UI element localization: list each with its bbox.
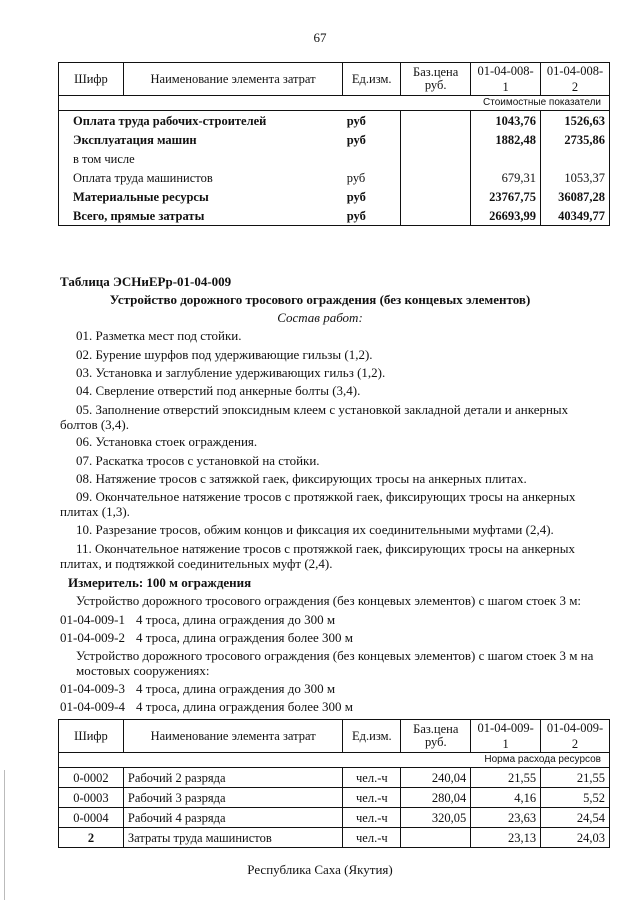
table-row bbox=[59, 111, 610, 131]
work-item: 07. Раскатка тросов с установкой на стойки. bbox=[76, 453, 320, 468]
row-price bbox=[401, 828, 471, 848]
row-unit: чел.-ч bbox=[343, 828, 401, 848]
row-value-1: 1882,48 bbox=[471, 130, 541, 149]
table-title: Таблица ЭСНиЕРр-01-04-009 bbox=[60, 274, 232, 289]
row-value-2: 1053,37 bbox=[541, 168, 610, 187]
row-unit: чел.-ч bbox=[343, 808, 401, 828]
table-subheader-row bbox=[59, 96, 610, 111]
resource-norms-table bbox=[58, 719, 610, 848]
row-value-1: 23,13 bbox=[471, 828, 541, 848]
work-item: 03. Установка и заглубление удерживающих гильз (1,2). bbox=[76, 365, 386, 380]
row-name: Рабочий 4 разряда bbox=[123, 808, 342, 828]
table-header-row bbox=[59, 63, 610, 96]
scan-edge-line bbox=[4, 770, 5, 900]
cost-indicators-table bbox=[58, 62, 610, 226]
row-code: 0-0003 bbox=[59, 788, 124, 808]
work-item-continuation: болтов (3,4). bbox=[60, 417, 129, 432]
row-value-2: 40349,77 bbox=[541, 206, 610, 226]
header-col-2: 01-04-008-2 bbox=[541, 63, 610, 96]
subheader: Норма расхода ресурсов bbox=[59, 753, 610, 768]
header-col-2: 01-04-009-2 bbox=[541, 720, 610, 753]
row-name: Затраты труда машинистов bbox=[123, 828, 342, 848]
row-value-1: 1043,76 bbox=[471, 111, 541, 131]
header-col-1: 01-04-008-1 bbox=[471, 63, 541, 96]
group-description-continuation: мостовых сооружениях: bbox=[76, 663, 210, 678]
header-code: Шифр bbox=[59, 63, 124, 96]
row-price bbox=[401, 168, 471, 187]
row-price bbox=[401, 206, 471, 226]
row-value-2: 1526,63 bbox=[541, 111, 610, 131]
row-value-2: 21,55 bbox=[541, 768, 610, 788]
works-label: Состав работ: bbox=[277, 310, 363, 325]
row-name: Эксплуатация машин bbox=[59, 130, 343, 149]
header-code: Шифр bbox=[59, 720, 124, 753]
row-unit: руб bbox=[343, 168, 401, 187]
item-code: 01-04-009-1 bbox=[60, 612, 125, 627]
table-row bbox=[59, 808, 610, 828]
group-description: Устройство дорожного тросового ограждения (без концевых элементов) с шагом стоек 3 м: bbox=[76, 593, 582, 608]
work-item-continuation: плитах, и подтяжкой соединительных муфт (2,4). bbox=[60, 556, 333, 571]
row-value-1: 4,16 bbox=[471, 788, 541, 808]
row-price: 280,04 bbox=[401, 788, 471, 808]
table-header-row bbox=[59, 720, 610, 753]
row-unit: чел.-ч bbox=[343, 788, 401, 808]
row-value-1: 21,55 bbox=[471, 768, 541, 788]
row-price bbox=[401, 130, 471, 149]
row-value-2: 36087,28 bbox=[541, 187, 610, 206]
item-code: 01-04-009-4 bbox=[60, 699, 125, 714]
row-price bbox=[401, 149, 471, 168]
work-item: 04. Сверление отверстий под анкерные болты (3,4). bbox=[76, 383, 361, 398]
row-value-2 bbox=[541, 149, 610, 168]
row-value-1: 23,63 bbox=[471, 808, 541, 828]
row-value-1: 23767,75 bbox=[471, 187, 541, 206]
row-name: Оплата труда рабочих-строителей bbox=[59, 111, 343, 131]
row-code: 0-0002 bbox=[59, 768, 124, 788]
table-row bbox=[59, 206, 610, 226]
subheader: Стоимостные показатели bbox=[59, 96, 610, 111]
table-row bbox=[59, 168, 610, 187]
header-unit: Ед.изм. bbox=[343, 720, 401, 753]
table-row bbox=[59, 130, 610, 149]
item-description: 4 троса, длина ограждения более 300 м bbox=[136, 630, 353, 645]
row-value-1 bbox=[471, 149, 541, 168]
row-name: Оплата труда машинистов bbox=[59, 168, 343, 187]
item-code: 01-04-009-2 bbox=[60, 630, 125, 645]
row-price: 240,04 bbox=[401, 768, 471, 788]
table-subtitle: Устройство дорожного тросового ограждения (без концевых элементов) bbox=[109, 292, 531, 307]
item-code: 01-04-009-3 bbox=[60, 681, 125, 696]
header-name: Наименование элемента затрат bbox=[123, 720, 342, 753]
page-number: 67 bbox=[313, 30, 327, 45]
table-row bbox=[59, 187, 610, 206]
header-unit: Ед.изм. bbox=[343, 63, 401, 96]
row-unit: руб bbox=[343, 111, 401, 131]
header-col-1: 01-04-009-1 bbox=[471, 720, 541, 753]
row-unit: руб bbox=[343, 130, 401, 149]
row-code: 0-0004 bbox=[59, 808, 124, 828]
row-name: Рабочий 2 разряда bbox=[123, 768, 342, 788]
work-item: 05. Заполнение отверстий эпоксидным клеем с установкой закладной детали и анкерных bbox=[76, 402, 569, 417]
item-description: 4 троса, длина ограждения более 300 м bbox=[136, 699, 353, 714]
header-name: Наименование элемента затрат bbox=[123, 63, 342, 96]
group-description: Устройство дорожного тросового ограждения (без концевых элементов) с шагом стоек 3 м на bbox=[76, 648, 594, 663]
row-price bbox=[401, 111, 471, 131]
work-item-continuation: плитах (1,3). bbox=[60, 504, 130, 519]
row-unit: руб bbox=[343, 187, 401, 206]
item-description: 4 троса, длина ограждения до 300 м bbox=[136, 612, 336, 627]
row-value-1: 679,31 bbox=[471, 168, 541, 187]
row-name: Всего, прямые затраты bbox=[59, 206, 343, 226]
row-unit: чел.-ч bbox=[343, 768, 401, 788]
work-item: 10. Разрезание тросов, обжим концов и фиксация их соединительными муфтами (2,4). bbox=[76, 522, 554, 537]
header-base-price: Баз.цена руб. bbox=[401, 720, 471, 753]
row-name: Материальные ресурсы bbox=[59, 187, 343, 206]
row-price: 320,05 bbox=[401, 808, 471, 828]
row-name: Рабочий 3 разряда bbox=[123, 788, 342, 808]
row-value-1: 26693,99 bbox=[471, 206, 541, 226]
table-row bbox=[59, 788, 610, 808]
measurer: Измеритель: 100 м ограждения bbox=[68, 575, 252, 590]
header-base-price: Баз.цена руб. bbox=[401, 63, 471, 96]
table-row bbox=[59, 828, 610, 848]
row-name: в том числе bbox=[59, 149, 343, 168]
work-item: 09. Окончательное натяжение тросов с протяжкой гаек, фиксирующих тросы на анкерных bbox=[76, 489, 576, 504]
table-subheader-row bbox=[59, 753, 610, 768]
row-value-2: 24,03 bbox=[541, 828, 610, 848]
page-footer: Республика Саха (Якутия) bbox=[247, 862, 393, 877]
work-item: 08. Натяжение тросов с затяжкой гаек, фиксирующих тросы на анкерных плитах. bbox=[76, 471, 527, 486]
row-value-2: 5,52 bbox=[541, 788, 610, 808]
work-item: 06. Установка стоек ограждения. bbox=[76, 434, 258, 449]
table-row bbox=[59, 149, 610, 168]
row-value-2: 2735,86 bbox=[541, 130, 610, 149]
item-description: 4 троса, длина ограждения до 300 м bbox=[136, 681, 336, 696]
row-value-2: 24,54 bbox=[541, 808, 610, 828]
work-item: 02. Бурение шурфов под удерживающие гильзы (1,2). bbox=[76, 347, 373, 362]
row-price bbox=[401, 187, 471, 206]
work-item: 11. Окончательное натяжение тросов с протяжкой гаек, фиксирующих тросы на анкерных bbox=[76, 541, 575, 556]
work-item: 01. Разметка мест под стойки. bbox=[76, 328, 242, 343]
row-code: 2 bbox=[59, 828, 124, 848]
table-row bbox=[59, 768, 610, 788]
row-unit bbox=[343, 149, 401, 168]
row-unit: руб bbox=[343, 206, 401, 226]
